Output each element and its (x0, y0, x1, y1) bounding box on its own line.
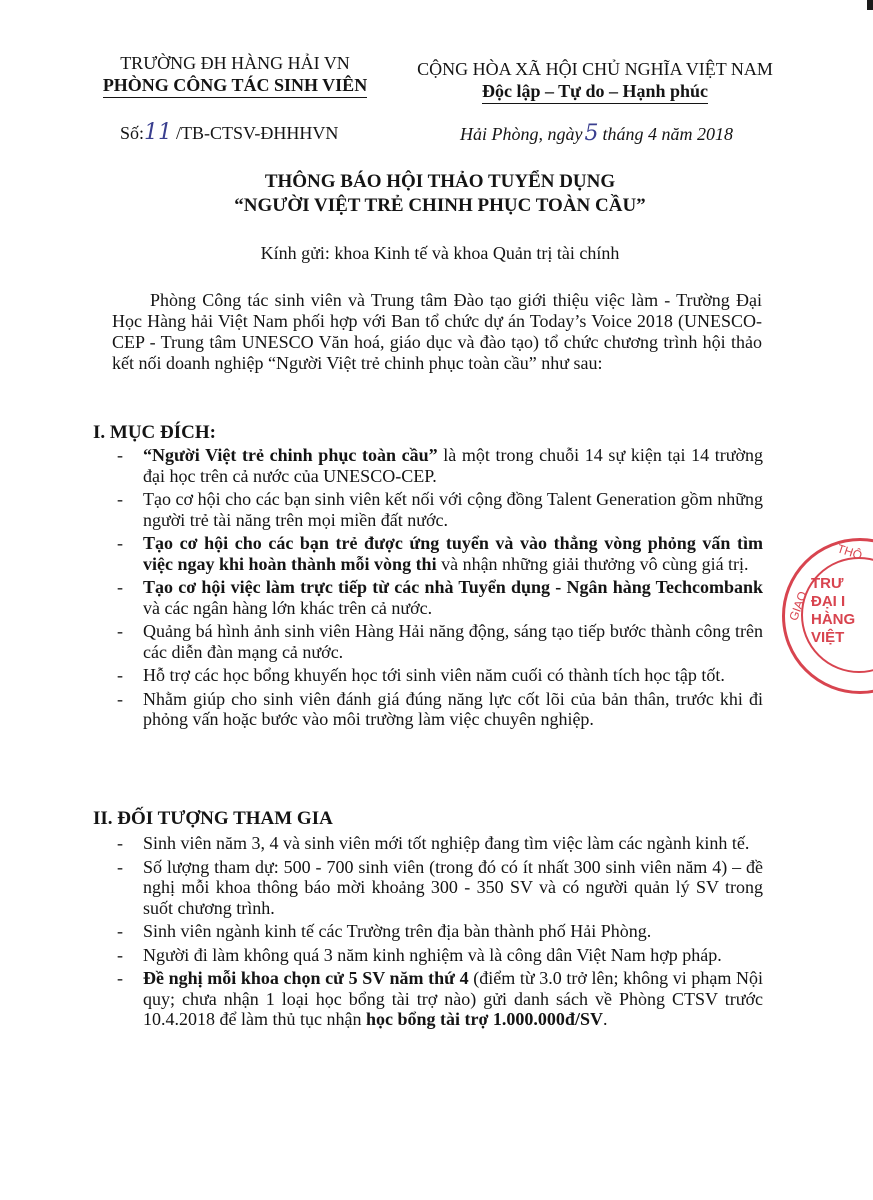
date-suffix: tháng 4 năm 2018 (602, 124, 733, 144)
item-text: và nhận những giải thưởng vô cùng giá trị. (436, 553, 749, 574)
intro-paragraph: Phòng Công tác sinh viên và Trung tâm Đào tạo giới thiệu việc làm - Trường Đại Học Hàng hải Việt Nam phối hợp với Ban tổ chức dự án Today’s Voice 2018 (UNESCO-CEP - Trung tâm UNESCO Văn hoá, giáo dục và đào tạo) tổ chức chương trình hội thảo kết nối doanh nghiệp “Người Việt trẻ chinh phục toàn cầu” như sau: (112, 290, 762, 373)
section-1-list (93, 445, 763, 733)
department-name: PHÒNG CÔNG TÁC SINH VIÊN (103, 74, 367, 98)
doc-no-prefix: Số: (120, 123, 145, 143)
item-tail-bold: học bổng tài trợ 1.000.000đ/SV (365, 1009, 603, 1029)
item-text: Số lượng tham dự: 500 - 700 sinh viên (trong đó có ít nhất 300 sinh viên năm 4) – đề nghị mỗi khoa thông báo mời khoảng 300 - 350 SV và có người quản lý SV trong suốt chương trình. (143, 856, 763, 918)
item-text: Quảng bá hình ảnh sinh viên Hàng Hải năng động, sáng tạo tiếp bước thành công trên các diễn đàn mạng cả nước. (143, 621, 763, 662)
list-item: - Quảng bá hình ảnh sinh viên Hàng Hải năng động, sáng tạo tiếp bước thành công trên các diễn đàn mạng cả nước. (117, 621, 763, 662)
item-text: Sinh viên ngành kinh tế các Trường trên địa bàn thành phố Hải Phòng. (143, 921, 652, 941)
seal-line-4: VIỆT (811, 629, 845, 646)
scan-corner-mark (867, 0, 873, 10)
seal-line-1: TRƯ (811, 575, 844, 592)
document-date (460, 121, 733, 146)
seal-line-3: HÀNG (811, 611, 856, 628)
list-item: - Đề nghị mỗi khoa chọn cử 5 SV năm thứ 4 (điểm từ 3.0 trở lên; không vi phạm Nội quy; chưa nhận 1 loại học bổng tài trợ nào) gửi danh sách về Phòng CTSV trước 10.4.2018 để làm thủ tục nhận học bổng tài trợ 1.000.000đ/SV. (117, 968, 763, 1029)
official-seal-stamp (782, 538, 873, 694)
item-text: Nhằm giúp cho sinh viên đánh giá đúng năng lực cốt lõi của bản thân, trước khi đi phỏng vấn hoặc bước vào môi trường làm việc chuyên nghiệp. (143, 688, 763, 729)
item-tail: . (602, 1009, 608, 1029)
seal-line-2: ĐẠI I (811, 593, 846, 610)
list-item: - Tạo cơ hội cho các bạn trẻ được ứng tuyển và vào thẳng vòng phỏng vấn tìm việc ngay khi hoàn thành mỗi vòng thi và nhận những giải thưởng vô cùng giá trị. (117, 533, 763, 574)
list-item: - “Người Việt trẻ chinh phục toàn cầu” là một trong chuỗi 14 sự kiện tại 14 trường đại học trên cả nước của UNESCO-CEP. (117, 445, 764, 486)
seal-ring-text-left: GIAO (786, 589, 810, 623)
section-2-title: II. ĐỐI TƯỢNG THAM GIA (93, 808, 333, 829)
title-line-1: THÔNG BÁO HỘI THẢO TUYỂN DỤNG (264, 171, 616, 192)
document-number (120, 120, 338, 145)
country-name: CỘNG HÒA XÃ HỘI CHỦ NGHĨA VIỆT NAM (417, 59, 773, 79)
doc-no-suffix: /TB-CTSV-ĐHHHVN (176, 123, 339, 143)
seal-ring-text-top: THÔ (835, 541, 864, 563)
item-text: và các ngân hàng lớn khác trên cả nước. (143, 597, 433, 618)
list-item: - Người đi làm không quá 3 năm kinh nghiệm và là công dân Việt Nam hợp pháp. (117, 944, 722, 965)
list-item: - Nhằm giúp cho sinh viên đánh giá đúng năng lực cốt lõi của bản thân, trước khi đi phỏng vấn hoặc bước vào môi trường làm việc chuyên nghiệp. (117, 688, 763, 729)
list-item: - Hỗ trợ các học bổng khuyến học tới sinh viên năm cuối có thành tích học tập tốt. (117, 665, 725, 685)
national-motto (415, 58, 775, 104)
item-text: Hỗ trợ các học bổng khuyến học tới sinh viên năm cuối có thành tích học tập tốt. (143, 665, 725, 685)
date-prefix: Hải Phòng, ngày (460, 124, 583, 144)
item-text: Tạo cơ hội cho các bạn sinh viên kết nối với cộng đồng Talent Generation gồm những người trẻ tài năng trên mọi miền đất nước. (143, 489, 763, 530)
item-bold: Tạo cơ hội việc làm trực tiếp từ các nhà Tuyển dụng - Ngân hàng Techcombank (143, 577, 763, 597)
seal-center-text (811, 575, 855, 647)
list-item: - Sinh viên ngành kinh tế các Trường trên địa bàn thành phố Hải Phòng. (117, 921, 652, 941)
recipient: Kính gửi: khoa Kinh tế và khoa Quản trị tài chính (260, 243, 620, 263)
section-2-list (93, 833, 763, 1033)
list-item: - Số lượng tham dự: 500 - 700 sinh viên (trong đó có ít nhất 300 sinh viên năm 4) – đề nghị mỗi khoa thông báo mời khoảng 300 - 350 SV và có người quản lý SV trong suốt chương trình. (117, 856, 763, 918)
list-item: - Tạo cơ hội việc làm trực tiếp từ các nhà Tuyển dụng - Ngân hàng Techcombank và các ngân hàng lớn khác trên cả nước. (117, 577, 763, 618)
title-line-2: “NGƯỜI VIỆT TRẺ CHINH PHỤC TOÀN CẦU” (234, 195, 646, 216)
notice-title (180, 170, 700, 218)
item-bold: Tạo cơ hội cho các bạn trẻ được ứng tuyển và vào thẳng vòng phỏng vấn tìm việc ngay khi hoàn thành mỗi vòng thi (143, 533, 763, 574)
section-1-title: I. MỤC ĐÍCH: (93, 422, 216, 443)
item-text: là một trong chuỗi 14 sự kiện tại 14 trường đại học trên cả nước của UNESCO-CEP. (143, 445, 764, 486)
item-text: (điểm từ 3.0 trở lên; không vi phạm Nội quy; chưa nhận 1 loại học bổng tài trợ nào) gửi danh sách về Phòng CTSV trước 10.4.2018 để làm thủ tục nhận (143, 968, 763, 1029)
item-text: Sinh viên năm 3, 4 và sinh viên mới tốt nghiệp đang tìm việc làm các ngành kinh tế. (143, 833, 750, 853)
school-name-line: TRƯỜNG ĐH HÀNG HẢI VN (120, 53, 350, 73)
list-item: - Sinh viên năm 3, 4 và sinh viên mới tốt nghiệp đang tìm việc làm các ngành kinh tế. (117, 833, 750, 853)
list-item: - Tạo cơ hội cho các bạn sinh viên kết nối với cộng đồng Talent Generation gồm những người trẻ tài năng trên mọi miền đất nước. (117, 489, 763, 530)
school-name (100, 52, 370, 98)
item-bold: “Người Việt trẻ chinh phục toàn cầu” (143, 445, 438, 465)
item-text: Người đi làm không quá 3 năm kinh nghiệm và là công dân Việt Nam hợp pháp. (143, 944, 722, 965)
doc-no-handwritten: 11 (144, 120, 173, 145)
motto: Độc lập – Tự do – Hạnh phúc (482, 80, 708, 104)
item-bold: Đề nghị mỗi khoa chọn cử 5 SV năm thứ 4 (143, 968, 469, 988)
date-day-handwritten: 5 (584, 121, 599, 146)
